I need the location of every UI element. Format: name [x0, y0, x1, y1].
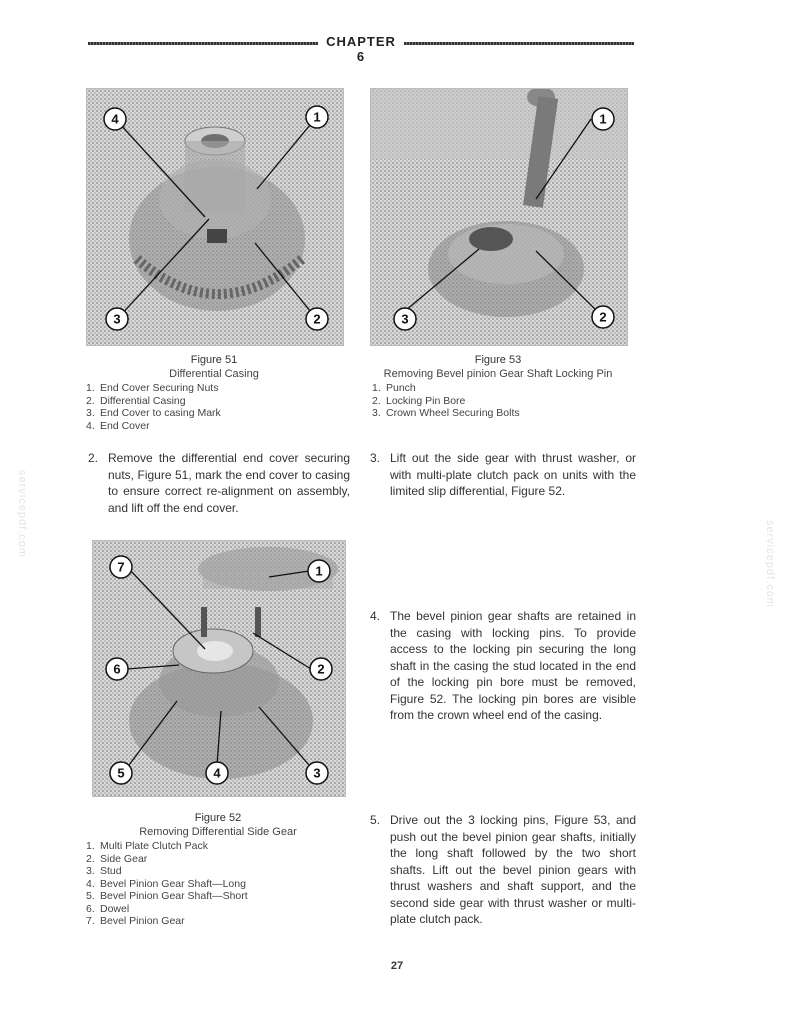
legend-item: 2. Differential Casing: [86, 394, 186, 407]
callout-5: [110, 762, 132, 784]
legend-item: 6. Dowel: [86, 902, 130, 915]
legend-item: 3. Stud: [86, 865, 122, 877]
header-rule-left: [88, 42, 318, 45]
step-text: The bevel pinion gear shafts are retained in the casing with locking pins. To provide access to the locking pin securing the long shaft in the casing the stud located in the end of the locking pin bore must be removed, Figure 52. The locking pin bores are visible from the crown wheel end of the casing.: [390, 609, 636, 722]
page-number: 27: [390, 960, 404, 972]
figure-51-title: Figure 51: [190, 354, 238, 366]
svg-text:2: 2: [599, 309, 607, 325]
figure-53-photo: [370, 88, 628, 346]
svg-text:3: 3: [401, 311, 409, 327]
step-number: 5.: [370, 813, 381, 827]
watermark-left: servicepdf.com: [16, 470, 28, 558]
figure-52-title: Figure 52: [194, 812, 242, 824]
callout-4: [104, 108, 126, 130]
legend-item: 2. Locking Pin Bore: [372, 394, 466, 407]
chapter-heading: CHAPTER 6: [322, 34, 400, 64]
step-2: [88, 450, 350, 516]
figure-52-subtitle: Removing Differential Side Gear: [139, 826, 297, 838]
step-4: [370, 608, 636, 724]
legend-item: 1. Punch: [372, 382, 416, 394]
callout-1: [592, 108, 614, 130]
svg-text:3: 3: [313, 765, 321, 781]
legend-item: 4. Bevel Pinion Gear Shaft—Long: [86, 877, 246, 890]
side-gear-removal-illustration: [93, 541, 345, 796]
callout-4: [206, 762, 228, 784]
legend-item: 5. Bevel Pinion Gear Shaft—Short: [86, 890, 248, 902]
svg-text:4: 4: [213, 765, 221, 781]
legend-item: 3. Crown Wheel Securing Bolts: [372, 407, 520, 419]
figure-52-legend: [86, 840, 344, 928]
figure-53-legend: [372, 382, 626, 420]
step-text: Lift out the side gear with thrust washer, or with multi-plate clutch pack on units with the limited slip differential, Figure 52.: [390, 451, 636, 498]
watermark-right: servicepdf.com: [764, 520, 776, 608]
legend-item: 1. Multi Plate Clutch Pack: [86, 840, 208, 852]
legend-item: 4. End Cover: [86, 419, 150, 432]
step-text: Drive out the 3 locking pins, Figure 53, and push out the bevel pinion gear shafts, initially the long shaft followed by the two short shafts. Lift out the bevel pinion gears with thrust washers and shaft support, and the second side gear with thrust washer or multi-plate clutch pack.: [390, 813, 636, 926]
svg-text:7: 7: [117, 559, 125, 575]
svg-text:3: 3: [113, 311, 121, 327]
figure-51-subtitle: Differential Casing: [169, 368, 259, 380]
differential-casing-illustration: [87, 89, 343, 345]
figure-51-legend: [86, 382, 342, 432]
callout-2: [592, 306, 614, 328]
legend-item: 1. End Cover Securing Nuts: [86, 382, 219, 394]
callout-2: [310, 658, 332, 680]
callout-6: [106, 658, 128, 680]
svg-text:5: 5: [117, 765, 125, 781]
callout-1: [306, 106, 328, 128]
svg-text:1: 1: [313, 109, 321, 125]
svg-text:1: 1: [315, 563, 323, 579]
figure-53-subtitle: Removing Bevel pinion Gear Shaft Locking Pin: [383, 368, 613, 380]
header-rule-right: [404, 42, 634, 45]
svg-text:2: 2: [317, 661, 325, 677]
legend-item: 3. End Cover to casing Mark: [86, 407, 221, 419]
callout-3: [106, 308, 128, 330]
svg-text:4: 4: [111, 111, 119, 127]
figure-53-title: Figure 53: [474, 354, 522, 366]
svg-text:2: 2: [313, 311, 321, 327]
locking-pin-removal-illustration: [371, 89, 627, 345]
step-number: 3.: [370, 451, 381, 465]
callout-2: [306, 308, 328, 330]
callout-3: [306, 762, 328, 784]
figure-52-photo: [92, 540, 346, 797]
step-number: 4.: [370, 609, 381, 623]
callout-7: [110, 556, 132, 578]
step-5: [370, 812, 636, 928]
step-3: [370, 450, 636, 500]
legend-item: 7. Bevel Pinion Gear: [86, 915, 185, 927]
step-number: 2.: [88, 451, 99, 465]
svg-text:6: 6: [113, 661, 121, 677]
figure-51-photo: [86, 88, 344, 346]
callout-3: [394, 308, 416, 330]
callout-1: [308, 560, 330, 582]
step-text: Remove the differential end cover securing nuts, Figure 51, mark the end cover to casing to ensure correct re-alignment on assembly, and lift off the end cover.: [108, 451, 350, 515]
legend-item: 2. Side Gear: [86, 852, 148, 865]
svg-text:1: 1: [599, 111, 607, 127]
